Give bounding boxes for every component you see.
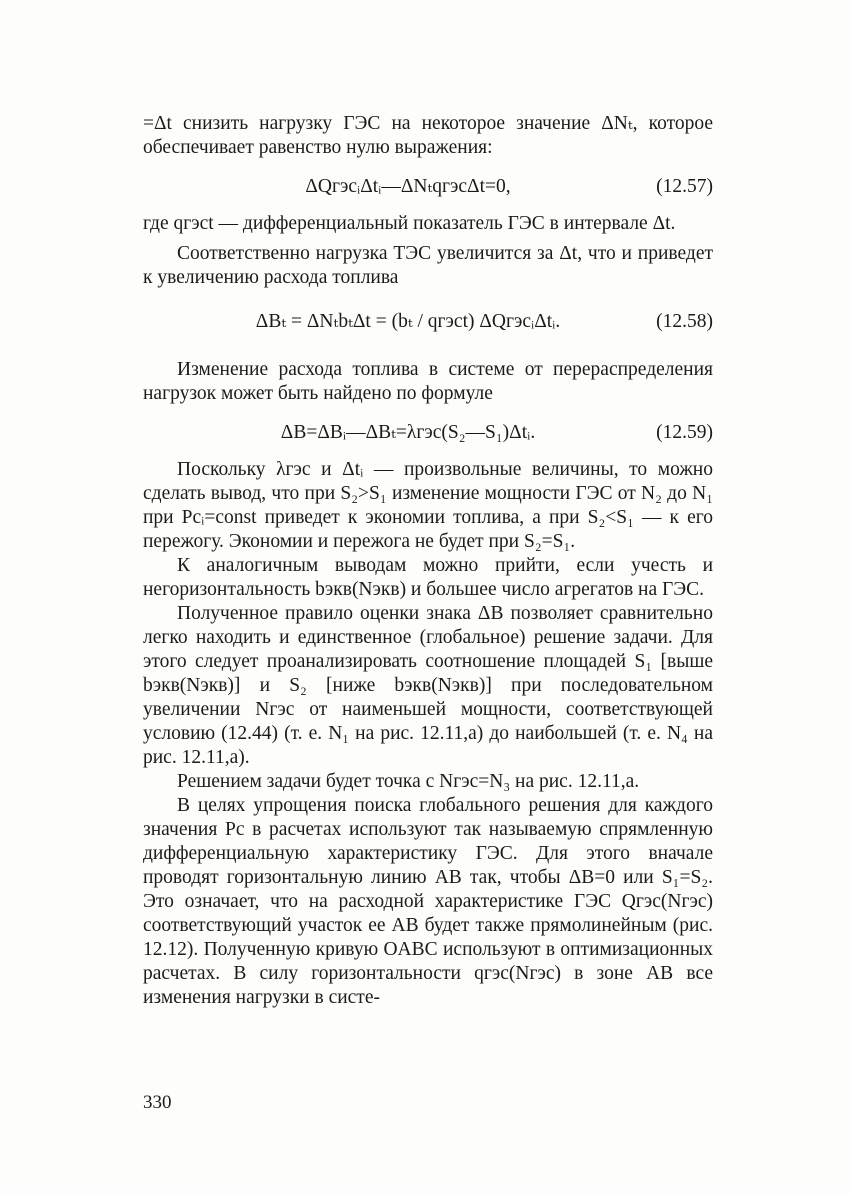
- paragraph-6: К аналогичным выводам можно прийти, если учесть и негоризонтальность bэкв(Nэкв) и большее число агрегатов на ГЭС.: [143, 555, 713, 600]
- formula-12-57: [143, 166, 713, 206]
- formula-expression: ΔQгэсᵢΔtᵢ—ΔNₜqгэсΔt=0,: [305, 176, 511, 197]
- formula-12-58: [143, 296, 713, 348]
- paragraph-8: Решением задачи будет точка с Nгэс=N₃ на рис. 12.11,а.: [177, 771, 640, 792]
- paragraph-3: Соответственно нагрузка ТЭС увеличится за Δt, что и приведет к увеличению расхода топлива: [143, 243, 713, 288]
- paragraph-5: Поскольку λгэс и Δtᵢ — произвольные величины, то можно сделать вывод, что при S₂>S₁ изменение мощности ГЭС от N₂ до N₁ при Pcᵢ=const приведет к экономии топлива, а при S₂<S₁ — к его пережогу. Экономии и пережога не будет при S₂=S₁.: [143, 459, 713, 552]
- paragraph-9: В целях упрощения поиска глобального решения для каждого значения Pc в расчетах используют так называемую спрямленную дифференциальную характеристику ГЭС. Для этого вначале проводят горизонтальную линию AB так, чтобы ΔB=0 или S₁=S₂. Это означает, что на расходной характеристике ГЭС Qгэс(Nгэс) соответствующий участок ее AB будет также прямолинейным (рис. 12.12). Полученную кривую OABC используют в оптимизационных расчетах. В силу горизонтальности qгэс(Nгэс) в зоне AB все изменения нагрузки в систе-: [143, 795, 713, 1008]
- paragraph-2: где qгэсt — дифференциальный показатель ГЭС в интервале Δt.: [143, 213, 676, 234]
- paragraph-4: Изменение расхода топлива в системе от перераспределения нагрузок может быть найдено по формуле: [143, 359, 713, 404]
- formula-12-59: [143, 412, 713, 452]
- formula-expression: ΔBₜ = ΔNₜbₜΔt = (bₜ / qгэсt) ΔQгэсᵢΔtᵢ.: [255, 311, 561, 332]
- formula-number: (12.58): [656, 311, 713, 332]
- formula-number: (12.57): [656, 176, 713, 197]
- formula-number: (12.59): [656, 422, 713, 443]
- page-number: 330: [143, 1092, 172, 1113]
- paragraph-1: =Δt снизить нагрузку ГЭС на некоторое значение ΔNₜ, которое обеспечивает равенство нулю выражения:: [143, 113, 713, 158]
- paragraph-7: Полученное правило оценки знака ΔB позволяет сравнительно легко находить и единственное (глобальное) решение задачи. Для этого следует проанализировать соотношение площадей S₁ [выше bэкв(Nэкв)] и S₂ [ниже bэкв(Nэкв)] при последовательном увеличении Nгэс от наименьшей мощности, соответствующей условию (12.44) (т. е. N₁ на рис. 12.11,а) до наибольшей (т. е. N₄ на рис. 12.11,а).: [143, 603, 713, 768]
- formula-expression: ΔB=ΔBᵢ—ΔBₜ=λгэс(S₂—S₁)Δtᵢ.: [280, 422, 536, 443]
- text-column: [143, 112, 713, 1010]
